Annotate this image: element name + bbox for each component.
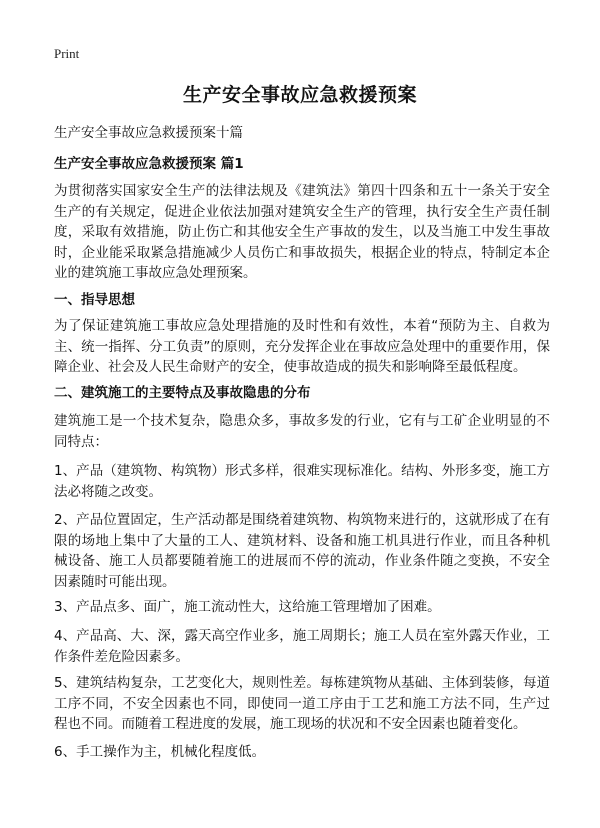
construction-features-paragraph: 建筑施工是一个技术复杂，隐患众多，事故多发的行业，它有与工矿企业明显的不同特点： (54, 413, 550, 450)
heading-construction-features: 二、建筑施工的主要特点及事故隐患的分布 (54, 385, 311, 401)
print-label[interactable]: Print (54, 46, 80, 61)
list-item: 5、建筑结构复杂，工艺变化大，规则性差。每栋建筑物从基础、主体到装修，每道工序不同，不安全因素也不同，即使同一道工序由于工艺和施工方法不同，生产过程也不同。而随着工程进度的发展，施工现场的状况和不安全因素也随着变化。 (54, 675, 550, 732)
list-item: 3、产品点多、面广，施工流动性大，这给施工管理增加了困难。 (54, 599, 441, 615)
document-title: 生产安全事故应急救援预案 (182, 84, 417, 106)
section-title: 生产安全事故应急救援预案 篇1 (54, 156, 244, 172)
intro-paragraph: 为贯彻落实国家安全生产的法律法规及《建筑法》第四十四条和五十一条关于安全生产的有关规定，促进企业依法加强对建筑安全生产的管理，执行安全生产责任制度，采取有效措施，防止伤亡和其他安全生产事故的发生，以及当施工中发生事故时，企业能采取紧急措施减少人员伤亡和事故损失，根据企业的特点，特制定本企业的建筑施工事故应急处理预案。 (54, 183, 550, 281)
list-item: 6、手工操作为主，机械化程度低。 (54, 744, 266, 760)
list-item: 1、产品（建筑物、构筑物）形式多样，很难实现标准化。结构、外形多变，施工方法必将随之改变。 (54, 463, 550, 500)
guiding-ideology-paragraph: 为了保证建筑施工事故应急处理措施的及时性和有效性，本着“预防为主、自救为主、统一指挥、分工负责”的原则，充分发挥企业在事故应急处理中的重要作用，保障企业、社会及人民生命财产的安全，使事故造成的损失和影响降至最低程度。 (54, 318, 550, 375)
document-subtitle: 生产安全事故应急救援预案十篇 (54, 125, 243, 141)
heading-guiding-ideology: 一、指导思想 (54, 292, 135, 308)
list-item: 4、产品高、大、深，露天高空作业多，施工周期长；施工人员在室外露天作业，工作条件差危险因素多。 (54, 628, 550, 665)
list-item: 2、产品位置固定，生产活动都是围绕着建筑物、构筑物来进行的，这就形成了在有限的场地上集中了大量的工人、建筑材料、设备和施工机具进行作业，而且各种机械设备、施工人员都要随着施工的进展而不停的流动，作业条件随之变换，不安全因素随时可能出现。 (54, 512, 550, 590)
